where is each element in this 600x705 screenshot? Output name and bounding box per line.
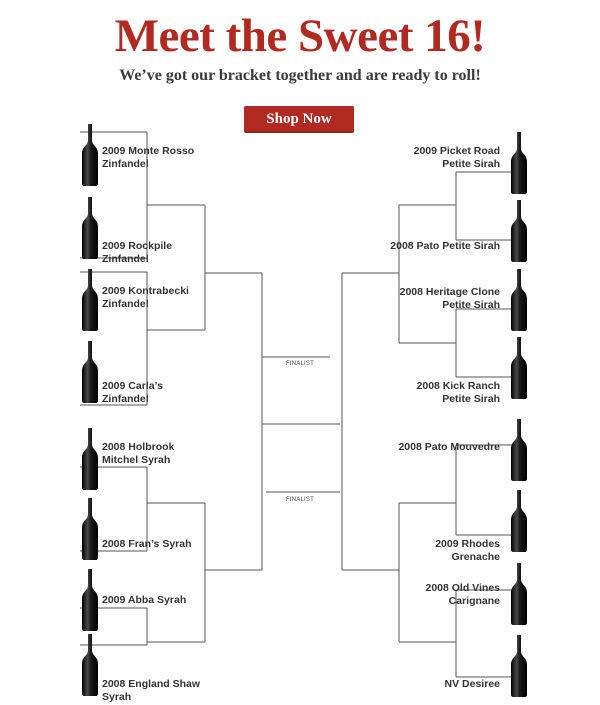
- wine-label-right-5: 2008 Pato Mouvedre: [398, 441, 500, 453]
- wine-label-left-4: 2009 Carla’s Zinfandel: [102, 380, 163, 405]
- wine-bottle-icon[interactable]: [80, 634, 100, 696]
- wine-bottle-icon[interactable]: [509, 132, 529, 194]
- wine-bottle-icon[interactable]: [80, 124, 100, 186]
- wine-bottle-icon[interactable]: [80, 428, 100, 490]
- wine-bottle-icon[interactable]: [80, 341, 100, 403]
- wine-bottle-icon[interactable]: [509, 635, 529, 697]
- wine-bottle-icon[interactable]: [509, 419, 529, 481]
- page-title: Meet the Sweet 16!: [114, 10, 486, 62]
- finalist-label-top: FINALIST: [286, 361, 314, 367]
- finalist-label-bottom: FINALIST: [286, 497, 314, 503]
- wine-label-right-2: 2008 Pato Petite Sirah: [390, 240, 500, 252]
- wine-bottle-icon[interactable]: [509, 269, 529, 331]
- wine-bottle-icon[interactable]: [80, 569, 100, 631]
- wine-label-right-8: NV Desiree: [444, 678, 500, 690]
- wine-label-left-3: 2009 Kontrabecki Zinfandel: [102, 285, 189, 310]
- wine-bottle-icon[interactable]: [509, 563, 529, 625]
- wine-label-right-3: 2008 Heritage Clone Petite Sirah: [399, 286, 500, 311]
- wine-label-left-5: 2008 Holbrook Mitchel Syrah: [102, 441, 175, 466]
- wine-bottle-icon[interactable]: [509, 200, 529, 262]
- wine-label-right-6: 2009 Rhodes Grenache: [435, 538, 500, 563]
- wine-label-left-7: 2009 Abba Syrah: [102, 594, 187, 606]
- wine-bottle-icon[interactable]: [80, 197, 100, 259]
- shop-now-button[interactable]: Shop Now: [244, 106, 354, 133]
- wine-label-right-7: 2008 Old Vines Carignane: [425, 582, 500, 607]
- wine-label-left-2: 2009 Rockpile Zinfandel: [102, 240, 173, 265]
- wine-bottle-icon[interactable]: [80, 498, 100, 560]
- wine-bottle-icon[interactable]: [80, 269, 100, 331]
- wine-label-right-4: 2008 Kick Ranch Petite Sirah: [416, 380, 500, 405]
- wine-label-right-1: 2009 Picket Road Petite Sirah: [413, 145, 500, 170]
- wine-label-left-1: 2009 Monte Rosso Zinfandel: [102, 145, 195, 170]
- wine-bottle-icon[interactable]: [509, 337, 529, 399]
- wine-label-left-8: 2008 England Shaw Syrah: [102, 678, 201, 703]
- wine-label-left-6: 2008 Fran’s Syrah: [102, 538, 192, 550]
- page-subtitle: We’ve got our bracket together and are ready to roll!: [119, 67, 481, 84]
- wine-bottle-icon[interactable]: [509, 490, 529, 552]
